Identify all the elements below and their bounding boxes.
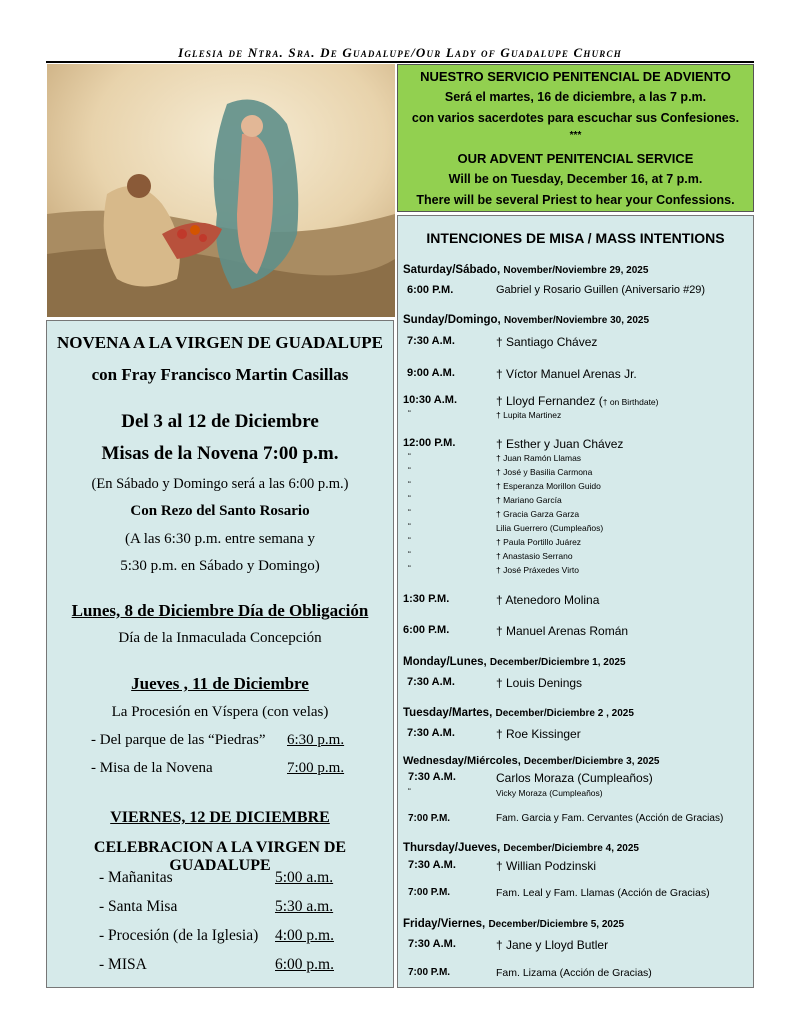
mass-intentions-panel: INTENCIONES DE MISA / MASS INTENTIONS Saturday/Sábado, November/Noviembre 29, 2025 6:00 P.M. Gabriel y Rosario Guillen (Aniversario #29) Sunday/Domingo, November/Noviembre 30, 2025 7:30 A.M. † Santiago Chávez 9:00 A.M. † Víctor Manuel Arenas Jr. 10:30 A.M. † Lloyd Fernandez († on Birthdate) “ † Lupita Martinez 12:00 P.M. † Esther y Juan Chávez † Juan Ramón Llamas † José y Basilia Carmona † Esperanza Morillon Guido † Mariano García † Gracia Garza Garza Lilia Guerrero (Cumpleaños) † Paula Portillo Juárez † Anastasio Serrano † José Práxedes Virto “ “ “ “ “ “ “ “ “ 1:30 P.M. † Atenedoro Molina 6:00 P.M. † Manuel Arenas Román Monday/Lunes, December/Diciembre 1, 2025 7:30 A.M. † Louis Denings Tuesday/Martes, December/Diciembre 2 , 2025 7:30 A.M. † Roe Kissinger Wednesday/Miércoles, December/Diciembre 3, 2025 7:30 A.M. Carlos Moraza (Cumpleaños) “ Vicky Moraza (Cumpleaños) 7:00 P.M. Fam. Garcia y Fam. Cervantes (Acción de Gracias) Thursday/Jueves, December/Diciembre 4, 2025 7:30 A.M. † Willian Podzinski 7:00 P.M. Fam. Leal y Fam. Llamas (Acción de Gracias) Friday/Viernes, December/Diciembre 5, 2025 7:30 A.M. † Jane y Lloyd Butler 7:00 P.M. Fam. Lizama (Acción de Gracias): [397, 215, 754, 988]
thursday-title: Jueves , 11 de Diciembre: [131, 674, 309, 693]
novena-title: NOVENA A LA VIRGEN DE GUADALUPE: [56, 333, 384, 352]
friday-item: - Santa Misa 5:30 a.m.: [99, 898, 334, 915]
penitential-service-box: [397, 64, 754, 212]
day-header: Wednesday/Miércoles, December/Diciembre 3, 2025: [403, 755, 660, 767]
intention: Gabriel y Rosario Guillen (Aniversario #29): [496, 284, 706, 296]
penitential-title-en: OUR ADVENT PENITENCIAL SERVICE: [457, 151, 694, 166]
virgin-guadalupe-painting: [47, 64, 395, 317]
day-header: Monday/Lunes, December/Diciembre 1, 2025: [403, 656, 626, 668]
thursday-item: - Misa de la Novena 7:00 p.m.: [91, 760, 345, 776]
intention: Fam. Lizama (Acción de Gracias): [496, 967, 652, 979]
intention: † Louis Denings: [496, 676, 583, 690]
intention: † Manuel Arenas Román: [496, 624, 629, 638]
intention: † Víctor Manuel Arenas Jr.: [496, 367, 637, 381]
intention: † Willian Podzinski: [496, 859, 597, 873]
day-header: Sunday/Domingo, November/Noviembre 30, 2025: [403, 314, 650, 326]
mass-intentions-title: INTENCIONES DE MISA / MASS INTENTIONS: [426, 230, 725, 246]
intention: † Lloyd Fernandez († on Birthdate): [496, 394, 659, 408]
intention: † Santiago Chávez: [496, 335, 598, 349]
intention: † Atenedoro Molina: [496, 593, 600, 607]
separator: ***: [569, 130, 582, 141]
church-title: Iglesia de Ntra. Sra. De Guadalupe/Our Lady of Guadalupe Church: [178, 45, 622, 60]
procession-note: La Procesión en Víspera (con velas): [111, 704, 329, 720]
penitential-note-es: con varios sacerdotes para escuchar sus Confesiones.: [411, 111, 740, 125]
intention: Fam. Garcia y Fam. Cervantes (Acción de Gracias): [496, 813, 724, 824]
rosary-time-1: (A las 6:30 p.m. entre semana y: [125, 531, 315, 547]
thursday-item: - Del parque de las “Piedras” 6:30 p.m.: [91, 732, 345, 748]
penitential-date-es: Será el martes, 16 de diciembre, a las 7 p.m.: [444, 90, 707, 104]
intention: Carlos Moraza (Cumpleaños): [496, 771, 653, 785]
intention: † Gracia Garza Garza: [496, 509, 580, 519]
intention: † Jane y Lloyd Butler: [496, 938, 609, 952]
intention: † Esther y Juan Chávez: [496, 437, 624, 451]
day-header: Saturday/Sábado, November/Noviembre 29, 2025: [403, 264, 649, 276]
novena-dates: Del 3 al 12 de Diciembre: [121, 411, 319, 432]
friday-item: - MISA 6:00 p.m.: [99, 956, 334, 973]
intention: † Paula Portillo Juárez: [496, 537, 582, 547]
intention: † José Práxedes Virto: [496, 565, 579, 575]
day-header: Tuesday/Martes, December/Diciembre 2 , 2025: [403, 707, 634, 719]
intention: † Lupita Martinez: [496, 410, 562, 420]
penitential-note-en: There will be several Priest to hear your Confessions.: [416, 193, 735, 207]
intention: † Juan Ramón Llamas: [496, 453, 582, 463]
intention: † Mariano García: [496, 495, 562, 505]
intention: † Roe Kissinger: [496, 727, 581, 741]
rosary-time-2: 5:30 p.m. en Sábado y Domingo): [120, 558, 320, 574]
rosary-title: Con Rezo del Santo Rosario: [130, 503, 310, 519]
monday-obligation: Lunes, 8 de Diciembre Día de Obligación: [71, 601, 369, 620]
friday-title: VIERNES, 12 DE DICIEMBRE: [110, 809, 330, 826]
novena-subtitle: con Fray Francisco Martin Casillas: [91, 365, 349, 384]
header-divider: [46, 61, 754, 63]
intention: † Anastasio Serrano: [496, 551, 573, 561]
friday-item: - Procesión (de la Iglesia) 4:00 p.m.: [99, 927, 334, 944]
novena-masses: Misas de la Novena 7:00 p.m.: [101, 443, 339, 464]
penitential-title-es: NUESTRO SERVICIO PENITENCIAL DE ADVIENTO: [420, 69, 731, 84]
intention: Fam. Leal y Fam. Llamas (Acción de Gracias): [496, 887, 710, 899]
day-header: Friday/Viernes, December/Diciembre 5, 2025: [403, 918, 625, 930]
novena-weekend-note: (En Sábado y Domingo será a las 6:00 p.m.): [91, 476, 349, 492]
novena-panel: [46, 320, 394, 988]
celebration-title: CELEBRACION A LA VIRGEN DE GUADALUPE: [93, 839, 347, 874]
immaculate-conception: Día de la Inmaculada Concepción: [118, 630, 322, 646]
intention: † Esperanza Morillon Guido: [496, 481, 601, 491]
friday-item: - Mañanitas 5:00 a.m.: [99, 869, 334, 886]
penitential-date-en: Will be on Tuesday, December 16, at 7 p.m.: [448, 172, 703, 186]
day-header: Thursday/Jueves, December/Diciembre 4, 2025: [403, 842, 639, 854]
intention: Vicky Moraza (Cumpleaños): [496, 788, 603, 798]
intention: Lilia Guerrero (Cumpleaños): [496, 523, 604, 533]
intention: † José y Basilia Carmona: [496, 467, 593, 477]
